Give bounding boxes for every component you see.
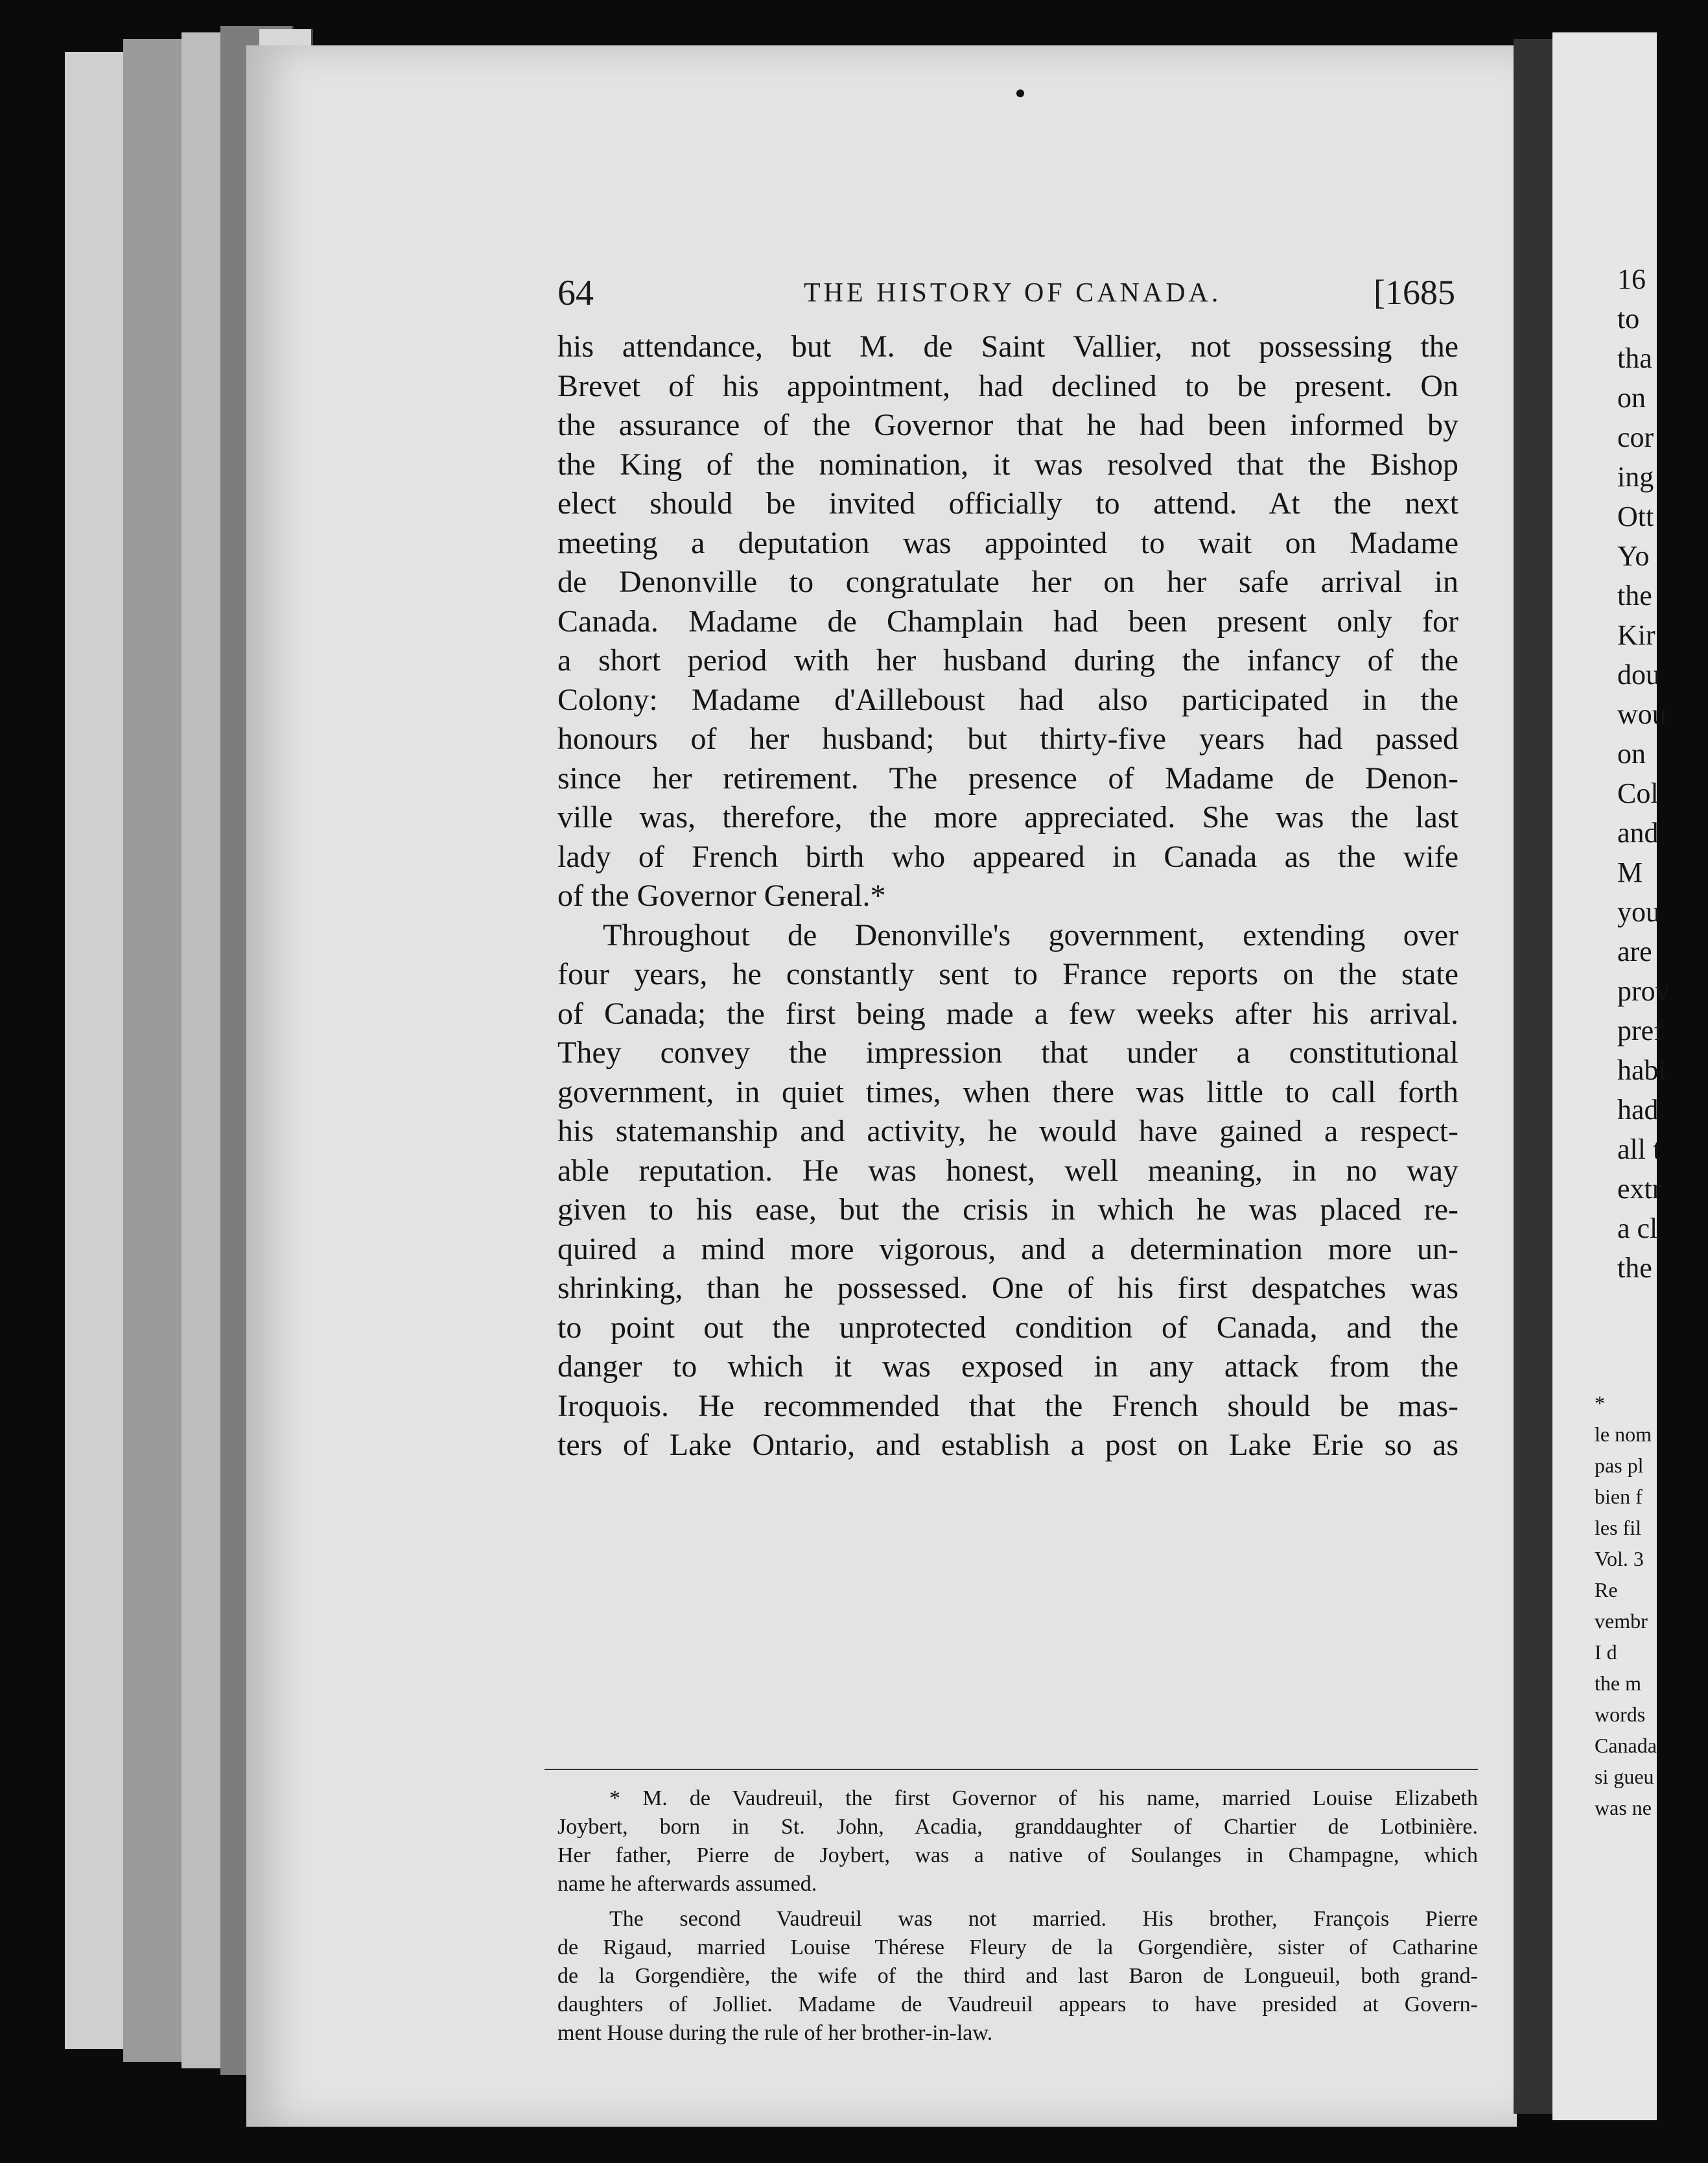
facing-line: Col bbox=[1617, 777, 1659, 809]
facing-line: ing bbox=[1617, 461, 1654, 493]
body-line: four years, he constantly sent to France reports on the state bbox=[557, 957, 1458, 991]
facing-line: prov bbox=[1617, 975, 1670, 1007]
body-line: his statemanship and activity, he would have gained a respect- bbox=[557, 1114, 1458, 1148]
body-line: shrinking, than he possessed. One of his first despatches was bbox=[557, 1271, 1458, 1305]
body-line: elect should be invited officially to attend. At the next bbox=[557, 486, 1458, 521]
facing-footnote-line: bien f bbox=[1595, 1485, 1643, 1508]
facing-line: cor bbox=[1617, 421, 1654, 453]
facing-line: pref bbox=[1617, 1015, 1663, 1046]
footnote-line: Her father, Pierre de Joybert, was a native of Soulanges in Champagne, which bbox=[557, 1843, 1478, 1867]
facing-page-header: 16 bbox=[1617, 263, 1646, 295]
facing-line: Kir bbox=[1617, 619, 1655, 651]
footnote-line: name he afterwards assumed. bbox=[557, 1872, 817, 1896]
facing-line: on bbox=[1617, 382, 1646, 414]
body-line: Iroquois. He recommended that the French should be mas- bbox=[557, 1388, 1458, 1423]
body-line: government, in quiet times, when there was little to call forth bbox=[557, 1074, 1458, 1109]
facing-line: wou bbox=[1617, 698, 1667, 730]
body-line: his attendance, but M. de Saint Vallier, not possessing the bbox=[557, 329, 1458, 364]
facing-line: the bbox=[1617, 580, 1652, 611]
facing-footnote-line: the m bbox=[1595, 1672, 1641, 1695]
body-line: the assurance of the Governor that he had been informed by bbox=[557, 408, 1458, 442]
footnote-line: Joybert, born in St. John, Acadia, granddaughter of Chartier de Lotbinière. bbox=[557, 1815, 1478, 1839]
page-number: 64 bbox=[557, 273, 594, 313]
facing-line: dou bbox=[1617, 659, 1660, 691]
facing-page-footnotes bbox=[1595, 1388, 1685, 1823]
facing-line: habi bbox=[1617, 1054, 1667, 1086]
facing-footnote-line: was ne bbox=[1595, 1796, 1652, 1819]
footnote-rule bbox=[544, 1769, 1478, 1770]
body-line: ville was, therefore, the more appreciated. She was the last bbox=[557, 800, 1458, 834]
body-line: Brevet of his appointment, had declined to be present. On bbox=[557, 368, 1458, 403]
body-line: the King of the nomination, it was resolved that the Bishop bbox=[557, 447, 1458, 482]
footnotes bbox=[557, 1784, 1478, 2044]
facing-footnote-line: les fil bbox=[1595, 1516, 1641, 1539]
facing-line: tha bbox=[1617, 342, 1652, 374]
facing-footnote-line: words bbox=[1595, 1703, 1646, 1726]
body-line: de Denonville to congratulate her on her safe arrival in bbox=[557, 565, 1458, 599]
footnote-line: de la Gorgendière, the wife of the third and last Baron de Longueuil, both grand- bbox=[557, 1964, 1478, 1988]
body-line: They convey the impression that under a constitutional bbox=[557, 1035, 1458, 1070]
body-line: Canada. Madame de Champlain had been present only for bbox=[557, 604, 1458, 639]
body-line: since her retirement. The presence of Madame de Denon- bbox=[557, 761, 1458, 796]
facing-line: the bbox=[1617, 1252, 1652, 1284]
body-line: a short period with her husband during the infancy of the bbox=[557, 643, 1458, 678]
facing-line: all t bbox=[1617, 1133, 1661, 1165]
footnote-line: * M. de Vaudreuil, the first Governor of his name, married Louise Elizabeth bbox=[609, 1786, 1478, 1810]
page-year: [1685 bbox=[1374, 273, 1455, 312]
facing-footnote-line: si gueu bbox=[1595, 1765, 1654, 1788]
facing-footnote-line: vembr bbox=[1595, 1609, 1648, 1633]
facing-line: you bbox=[1617, 896, 1660, 928]
body-line: able reputation. He was honest, well meaning, in no way bbox=[557, 1153, 1458, 1188]
facing-line: extr bbox=[1617, 1173, 1662, 1205]
facing-line: to bbox=[1617, 303, 1640, 335]
facing-line: and bbox=[1617, 817, 1659, 849]
body-line: to point out the unprotected condition of Canada, and the bbox=[557, 1310, 1458, 1345]
facing-line: M bbox=[1617, 857, 1643, 888]
facing-footnote-line: pas pl bbox=[1595, 1454, 1644, 1477]
facing-footnote-line: Re bbox=[1595, 1578, 1618, 1602]
body-line: given to his ease, but the crisis in which he was placed re- bbox=[557, 1192, 1458, 1227]
body-line: quired a mind more vigorous, and a determination more un- bbox=[557, 1231, 1458, 1266]
facing-page-text bbox=[1617, 259, 1708, 1288]
facing-line: on bbox=[1617, 738, 1646, 770]
body-line: meeting a deputation was appointed to wait on Madame bbox=[557, 525, 1458, 560]
facing-line: Ott bbox=[1617, 501, 1654, 532]
footnote-line: de Rigaud, married Louise Thérese Fleury de la Gorgendière, sister of Catharine bbox=[557, 1935, 1478, 1959]
body-line: danger to which it was exposed in any attack from the bbox=[557, 1349, 1458, 1384]
facing-footnote-line: I d bbox=[1595, 1640, 1617, 1664]
body-line: ters of Lake Ontario, and establish a post on Lake Erie so as bbox=[557, 1428, 1458, 1462]
book-gutter bbox=[1514, 39, 1552, 2114]
body-line: lady of French birth who appeared in Canada as the wife bbox=[557, 839, 1458, 874]
facing-footnote-line: * bbox=[1595, 1391, 1605, 1415]
facing-line: Yo bbox=[1617, 540, 1650, 572]
footnote-line: ment House during the rule of her brother-in-law. bbox=[557, 2021, 993, 2045]
facing-line: a cl bbox=[1617, 1212, 1658, 1244]
body-line: of the Governor General.* bbox=[557, 879, 886, 913]
body-text bbox=[557, 327, 1458, 1747]
body-line: honours of her husband; but thirty-five years had passed bbox=[557, 722, 1458, 756]
facing-footnote-line: Vol. 3 bbox=[1595, 1547, 1644, 1570]
facing-line: are bbox=[1617, 936, 1652, 967]
body-line: of Canada; the first being made a few weeks after his arrival. bbox=[557, 996, 1458, 1031]
ink-speck bbox=[1016, 89, 1024, 97]
facing-footnote-line: le nom bbox=[1595, 1423, 1652, 1446]
footnote-line: The second Vaudreuil was not married. His brother, François Pierre bbox=[609, 1907, 1478, 1931]
running-title: THE HISTORY OF CANADA. bbox=[804, 278, 1222, 308]
body-line: Colony: Madame d'Ailleboust had also participated in the bbox=[557, 682, 1458, 717]
facing-footnote-line: Canada bbox=[1595, 1734, 1657, 1757]
body-line: Throughout de Denonville's government, extending over bbox=[603, 917, 1458, 952]
page-header bbox=[557, 272, 1465, 318]
footnote-line: daughters of Jolliet. Madame de Vaudreuil appears to have presided at Govern- bbox=[557, 1992, 1478, 2016]
facing-line: had bbox=[1617, 1094, 1659, 1126]
